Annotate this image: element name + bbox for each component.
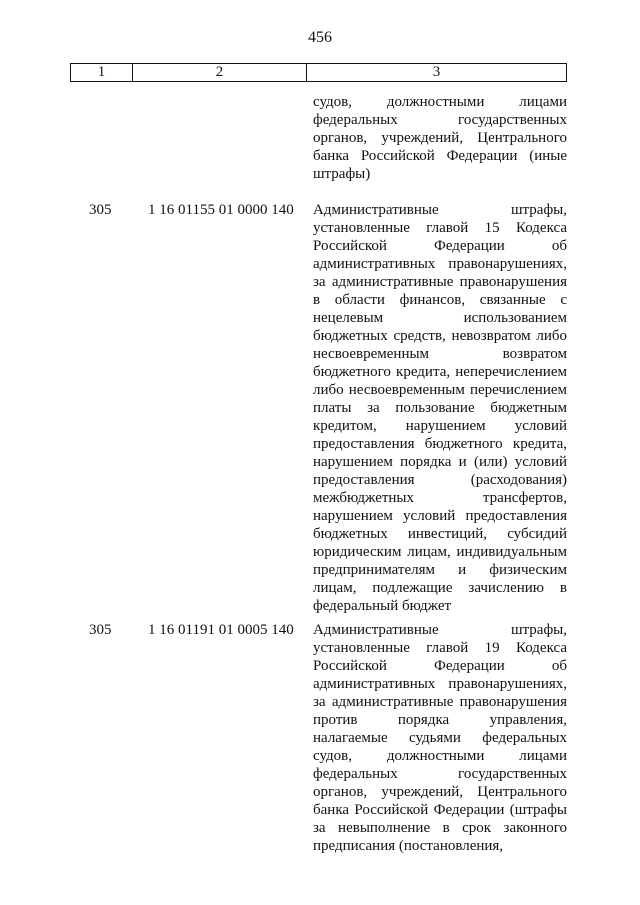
- description-line: против порядка управления,: [313, 712, 567, 728]
- description-line: в области финансов, связанные с: [313, 292, 567, 308]
- description-line: юридическим лицам, индивидуальным: [313, 544, 567, 560]
- description-line: судов, должностными лицами: [313, 748, 567, 764]
- description-line: Административные штрафы,: [313, 622, 567, 638]
- row-description: [313, 621, 567, 855]
- description-line: за административные правонарушения: [313, 274, 567, 290]
- description-line: бюджетного кредита, неперечислением: [313, 364, 567, 380]
- column-header-1: 1: [71, 64, 133, 82]
- description-line: федеральных государственных: [313, 112, 567, 128]
- description-line: предоставления (расходования): [313, 472, 567, 488]
- description-line: предпринимателям и физическим: [313, 562, 567, 578]
- description-line: штрафы): [313, 166, 371, 182]
- description-line: за административные правонарушения: [313, 694, 567, 710]
- description-line: за невыполнение в срок законного: [313, 820, 567, 836]
- description-line: предоставления бюджетного кредита,: [313, 436, 567, 452]
- column-header-2: 2: [133, 64, 307, 82]
- description-line: межбюджетных трансфертов,: [313, 490, 567, 506]
- description-line: предписания (постановления,: [313, 838, 504, 854]
- description-line: либо несвоевременным перечислением: [313, 382, 567, 398]
- description-line: банка Российской Федерации (штрафы: [313, 802, 567, 818]
- description-line: платы за пользование бюджетным: [313, 400, 567, 416]
- admin-code: 305: [89, 202, 112, 218]
- description-line: Российской Федерации об: [313, 658, 567, 674]
- description-line: нарушением порядка и (или) условий: [313, 454, 567, 470]
- description-line: несвоевременным возвратом: [313, 346, 567, 362]
- description-line: органов, учреждений, Центрального: [313, 130, 567, 146]
- description-line: бюджетных средств, невозвратом либо: [313, 328, 567, 344]
- page-number: 456: [308, 29, 332, 46]
- description-line: банка Российской Федерации (иные: [313, 148, 567, 164]
- description-line: установленные главой 19 Кодекса: [313, 640, 567, 656]
- description-line: федеральных государственных: [313, 766, 567, 782]
- description-line: лицам, подлежащие зачислению в: [313, 580, 567, 596]
- description-line: кредитом, нарушением условий: [313, 418, 567, 434]
- description-line: административных правонарушениях,: [313, 256, 567, 272]
- column-header-3: 3: [307, 64, 567, 82]
- description-line: нарушением условий предоставления: [313, 508, 567, 524]
- description-line: судов, должностными лицами: [313, 94, 567, 110]
- description-line: налагаемые судьями федеральных: [313, 730, 567, 746]
- description-line: установленные главой 15 Кодекса: [313, 220, 567, 236]
- description-line: органов, учреждений, Центрального: [313, 784, 567, 800]
- description-line: Российской Федерации об: [313, 238, 567, 254]
- kbk-code: 1 16 01191 01 0005 140: [148, 622, 294, 638]
- description-line: федеральный бюджет: [313, 598, 452, 614]
- description-line: бюджетных инвестиций, субсидий: [313, 526, 567, 542]
- row-description: [313, 201, 567, 615]
- description-line: административных правонарушениях,: [313, 676, 567, 692]
- continuation-description: [313, 93, 567, 183]
- description-line: нецелевым использованием: [313, 310, 567, 326]
- admin-code: 305: [89, 622, 112, 638]
- description-line: Административные штрафы,: [313, 202, 567, 218]
- kbk-code: 1 16 01155 01 0000 140: [148, 202, 294, 218]
